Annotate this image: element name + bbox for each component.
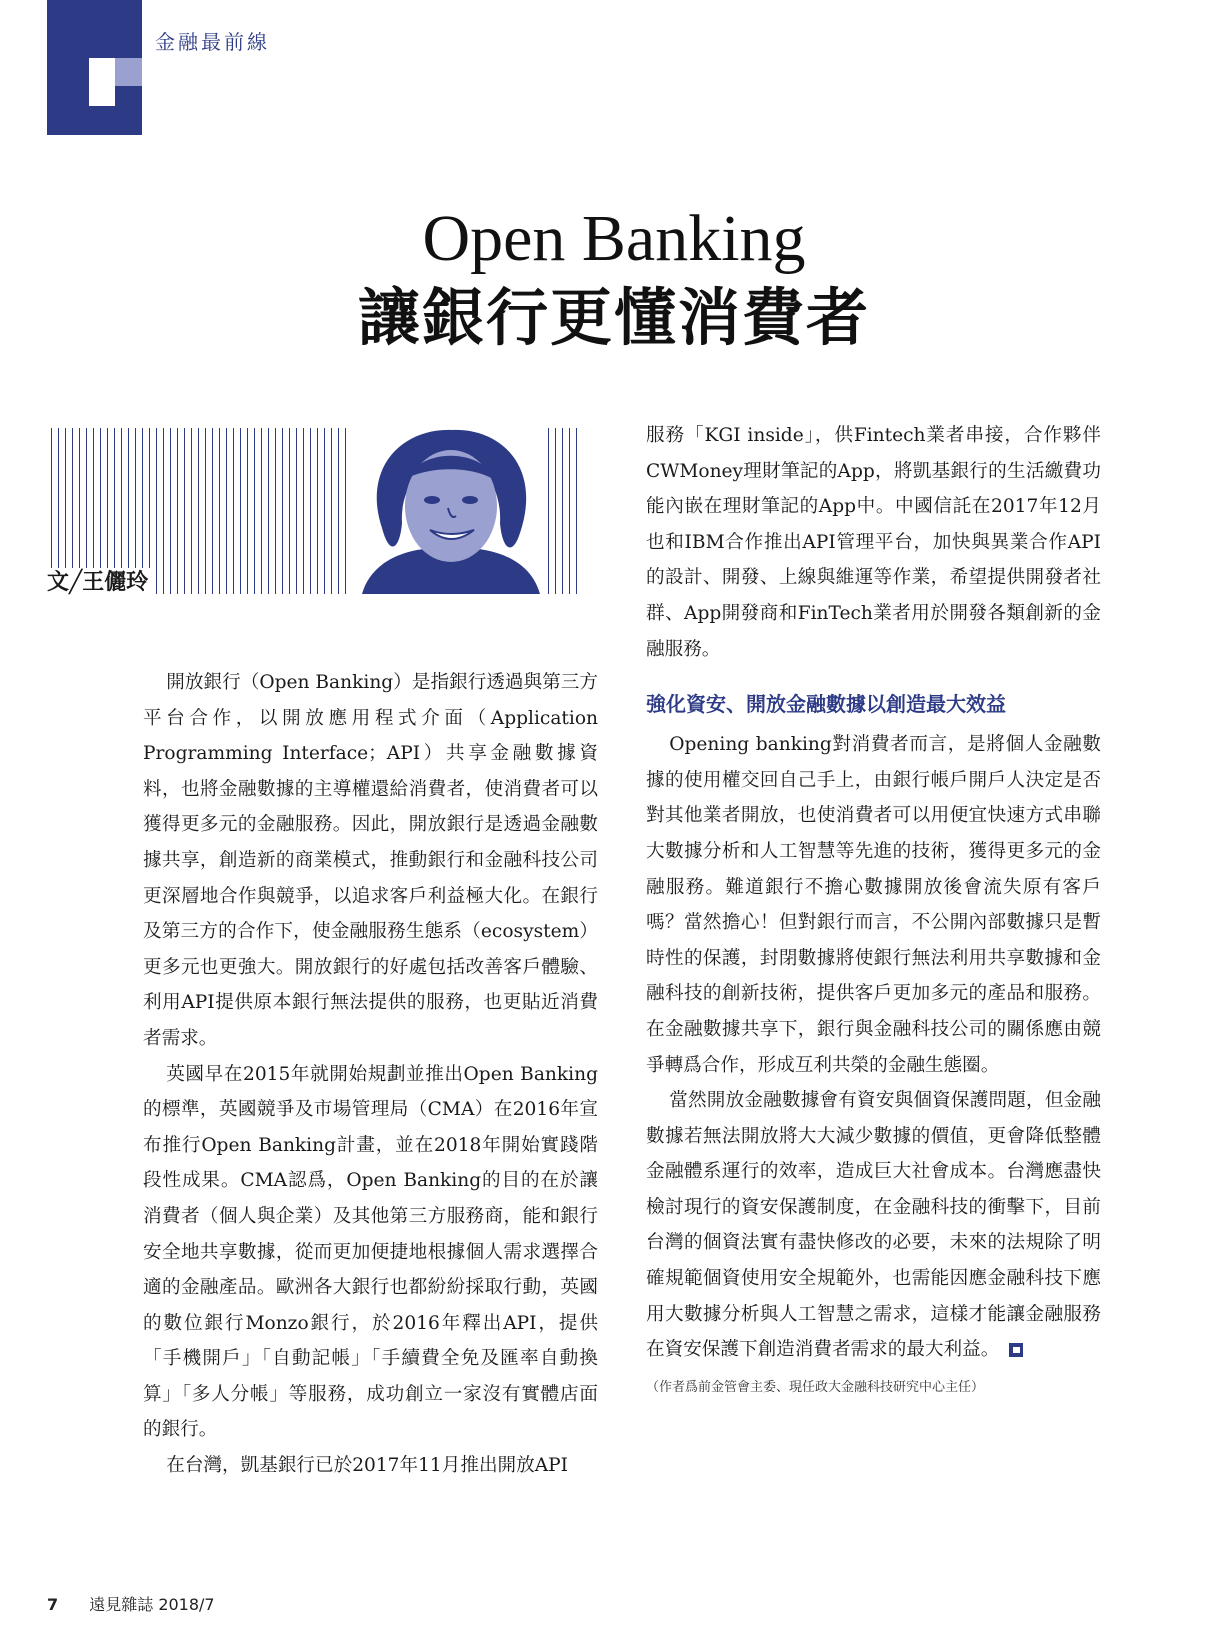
author-note: （作者爲前金管會主委、現任政大金融科技研究中心主任） xyxy=(646,1379,985,1395)
paragraph-final xyxy=(646,1083,1101,1368)
author-portrait xyxy=(352,428,548,594)
end-mark-icon xyxy=(1009,1343,1023,1357)
article-column-right xyxy=(646,418,1101,1398)
byline: 文╱王儷玲 xyxy=(47,568,154,598)
title-english: Open Banking xyxy=(422,202,806,275)
corner-notch-accent xyxy=(115,58,142,86)
publication-info: 遠見雜誌 2018/7 xyxy=(89,1595,215,1614)
page-number: 7 xyxy=(47,1595,59,1614)
title-chinese: 讓銀行更懂消費者 xyxy=(357,281,870,354)
paragraph: 英國早在2015年就開始規劃並推出Open Banking的標準，英國競爭及市場管理局（CMA）在2016年宣布推行Open Banking計畫，並在2018年開始實踐階段性成果。CMA認爲，Open Banking的目的在於讓消費者（個人與企業）及其他第三方服務商，能和銀行安全地共享數據，從而更加便捷地根據個人需求選擇合適的金融產品。歐洲各大銀行也都紛紛採取行動，英國的數位銀行Monzo銀行，於2016年釋出API，提供「手機開戶」「自動記帳」「手續費全免及匯率自動換算」「多人分帳」等服務，成功創立一家沒有實體店面的銀行。 xyxy=(143,1063,598,1441)
paragraph: 開放銀行（Open Banking）是指銀行透過與第三方平台合作，以開放應用程式介面（Application Programming Interface；API）共享金融數據資料，也將金融數據的主導權還給消費者，使消費者可以獲得更多元的金融服務。因此，開放銀行是透過金融數據共享，創造新的商業模式，推動銀行和金融科技公司更深層地合作與競爭，以追求客戶利益極大化。在銀行及第三方的合作下，使金融服務生態系（ecosystem）更多元也更強大。開放銀行的好處包括改善客戶體驗、利用API提供原本銀行無法提供的服務，也更貼近消費者需求。 xyxy=(143,672,598,1049)
page-footer xyxy=(47,1592,215,1615)
paragraph: Opening banking對消費者而言，是將個人金融數據的使用權交回自己手上，由銀行帳戶開戶人決定是否對其他業者開放，也使消費者可以用便宜快速方式串聯大數據分析和人工智慧等先進的技術，獲得更多元的金融服務。難道銀行不擔心數據開放後會流失原有客戶嗎？當然擔心！但對銀行而言，不公開內部數據只是暫時性的保護，封閉數據將使銀行無法利用共享數據和金融科技的創新技術，提供客戶更加多元的產品和服務。在金融數據共享下，銀行與金融科技公司的關係應由競爭轉爲合作，形成互利共榮的金融生態圈。 xyxy=(646,734,1101,1076)
paragraph: 在台灣，凱基銀行已於2017年11月推出開放API xyxy=(166,1455,569,1477)
article-column-left xyxy=(143,665,598,1484)
section-label: 金融最前線 xyxy=(155,30,270,54)
paragraph-text: 當然開放金融數據會有資安與個資保護問題，但金融數據若無法開放將大大減少數據的價值，更會降低整體金融體系運行的效率，造成巨大社會成本。台灣應盡快檢討現行的資安保護制度，在金融科技的衝擊下，目前台灣的個資法實有盡快修改的必要，未來的法規除了明確規範個資使用安全規範外，也需能因應金融科技下應用大數據分析與人工智慧之需求，這樣才能讓金融服務在資安保護下創造消費者需求的最大利益。 xyxy=(646,1090,1101,1361)
subheading: 強化資安、開放金融數據以創造最大效益 xyxy=(646,692,1006,717)
paragraph-continuation: 服務「KGI inside」，供Fintech業者串接，合作夥伴CWMoney理財筆記的App，將凱基銀行的生活繳費功能內嵌在理財筆記的App中。中國信託在2017年12月也和IBM合作推出API管理平台，加快與異業合作API的設計、開發、上線與維運等作業，希望提供開發者社群、App開發商和FinTech業者用於開發各類創新的金融服務。 xyxy=(646,425,1101,660)
corner-notch xyxy=(89,58,115,106)
